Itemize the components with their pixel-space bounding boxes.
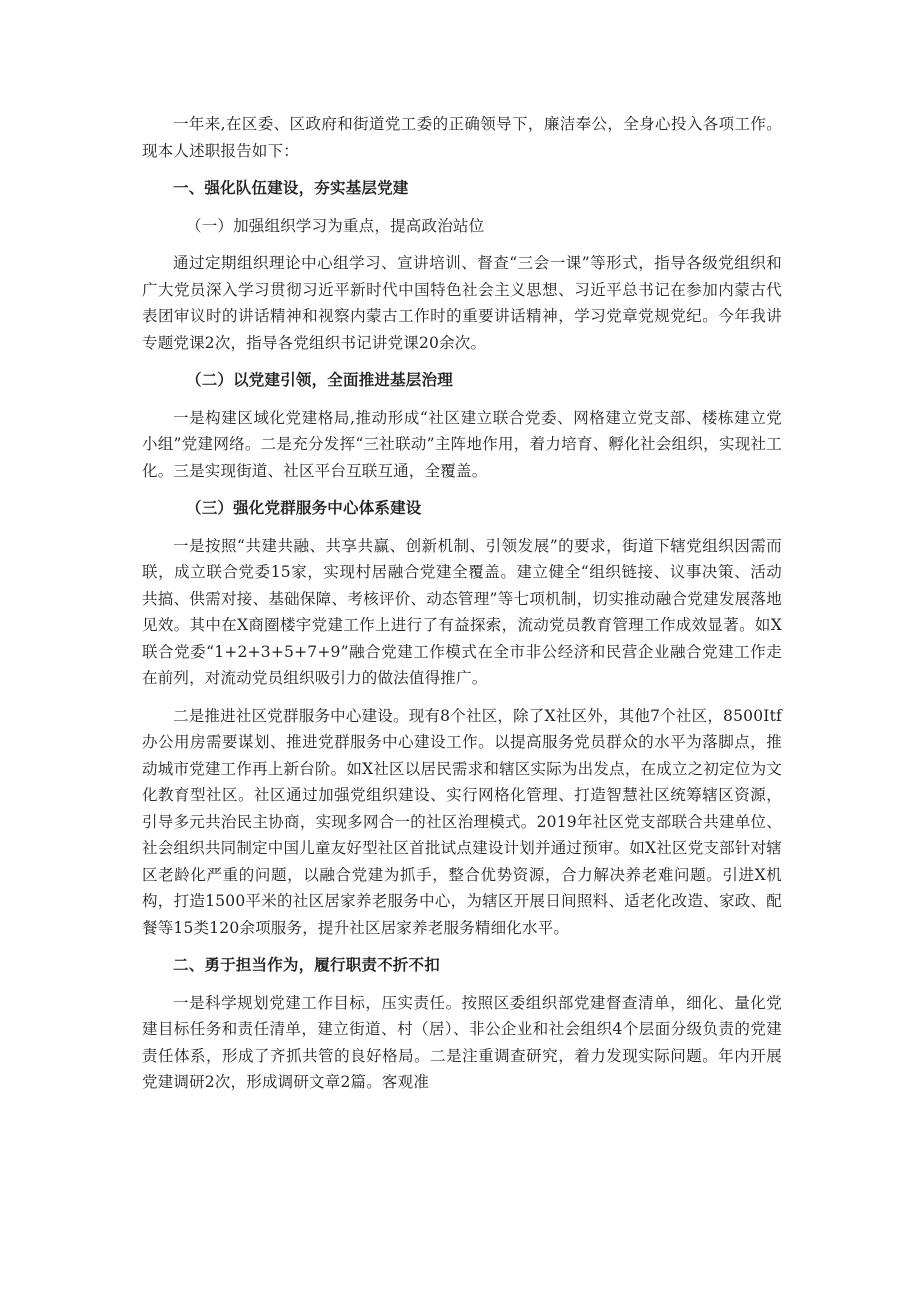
section-2-heading: 二、勇于担当作为，履行职责不折不扣 [173,955,440,974]
section-2-paragraph: 一是科学规划党建工作目标，压实责任。按照区委组织部党建督查清单，细化、量化党建目标任务和责任清单，建立街道、村（居）、非公企业和社会组织4个层面分级负责的党建责任体系，形成了齐抓共管的良好格局。二是注重调查研究，着力发现实际问题。年内开展党建调研2次，形成调研文章2篇。客观准 [142,993,782,1091]
section-1-sub-2-heading: （二）以党建引领，全面推进基层治理 [186,370,453,389]
section-1-sub-3-paragraph-1: 一是按照“共建共融、共享共赢、创新机制、引领发展”的要求，街道下辖党组织因需而联，成立联合党委15家，实现村居融合党建全覆盖。建立健全“组织链接、议事决策、活动共搞、供需对接、基础保障、考核评价、动态管理”等七项机制，切实推动融合党建发展落地见效。其中在X商圈楼宇党建工作上进行了有益探索，流动党员教育管理工作成效显著。如X联合党委“1+2+3+5+7+9”融合党建工作模式在全市非公经济和民营企业融合党建工作走在前列，对流动党员组织吸引力的做法值得推广。 [142,536,782,687]
section-1-sub-3-heading: （三）强化党群服务中心体系建设 [186,498,422,517]
section-1-sub-1-heading: （一）加强组织学习为重点，提高政治站位 [186,216,485,235]
section-1-heading: 一、强化队伍建设，夯实基层党建 [173,178,409,197]
section-1-sub-3-paragraph-2: 二是推进社区党群服务中心建设。现有8个社区，除了X社区外，其他7个社区，8500Itf办公用房需要谋划、推进党群服务中心建设工作。以提高服务党员群众的水平为落脚点，推动城市党建工作再上新台阶。如X社区以居民需求和辖区实际为出发点，在成立之初定位为文化教育型社区。社区通过加强党组织建设、实行网格化管理、打造智慧社区统筹辖区资源，引导多元共治民主协商，实现多网合一的社区治理模式。2019年社区党支部联合共建单位、社会组织共同制定中国儿童友好型社区首批试点建设计划并通过预审。如X社区党支部针对辖区老龄化严重的问题，以融合党建为抓手，整合优势资源，合力解决养老难问题。引进X机构，打造1500平米的社区居家养老服务中心，为辖区开展日间照料、适老化改造、家政、配餐等15类120余项服务，提升社区居家养老服务精细化水平。 [142,706,782,937]
section-1-sub-1-paragraph: 通过定期组织理论中心组学习、宣讲培训、督查“三会一课”等形式，指导各级党组织和广大党员深入学习贯彻习近平新时代中国特色社会主义思想、习近平总书记在参加内蒙古代表团审议时的讲话精神和视察内蒙古工作时的重要讲话精神，学习党章党规党纪。今年我讲专题党课2次，指导各党组织书记讲党课20余次。 [142,254,782,352]
intro-paragraph: 一年来,在区委、区政府和街道党工委的正确领导下，廉洁奉公，全身心投入各项工作。现本人述职报告如下： [142,115,782,160]
document-body [142,111,782,1107]
section-1-sub-2-paragraph: 一是构建区域化党建格局,推动形成“社区建立联合党委、网格建立党支部、楼栋建立党小组”党建网络。二是充分发挥“三社联动”主阵地作用，着力培育、孵化社会组织，实现社工化。三是实现街道、社区平台互联互通，全覆盖。 [142,408,782,480]
